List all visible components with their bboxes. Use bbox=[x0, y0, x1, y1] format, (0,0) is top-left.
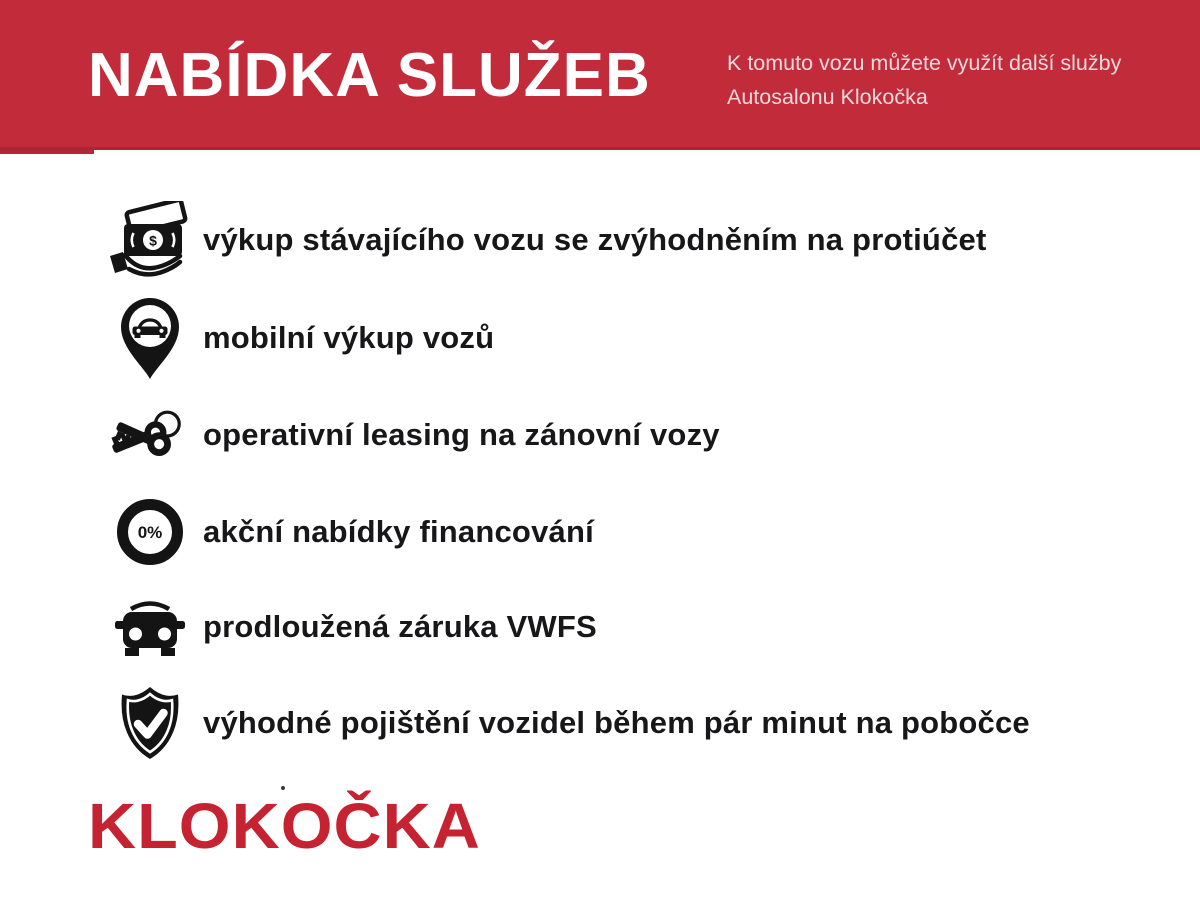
service-item-warranty bbox=[108, 585, 1108, 669]
service-label: mobilní výkup vozů bbox=[203, 320, 495, 355]
location-pin-car-icon bbox=[108, 296, 192, 380]
klokocka-logo: KLOKOČKA bbox=[88, 790, 481, 862]
zero-percent-icon bbox=[108, 490, 192, 574]
service-item-trade-in bbox=[108, 198, 1108, 282]
service-label: operativní leasing na zánovní vozy bbox=[203, 417, 720, 452]
service-item-leasing bbox=[108, 393, 1108, 477]
service-item-insurance bbox=[108, 681, 1108, 765]
car-keys-icon bbox=[108, 393, 192, 477]
banner-left-tab bbox=[0, 150, 94, 154]
header-banner bbox=[0, 0, 1200, 150]
service-label: výhodné pojištění vozidel během pár minut na pobočce bbox=[203, 705, 1030, 740]
header-subtitle bbox=[727, 46, 1121, 114]
service-item-mobile-buyout bbox=[108, 296, 1108, 380]
header-subtitle-line2: Autosalonu Klokočka bbox=[727, 85, 928, 109]
car-icon bbox=[108, 585, 192, 669]
page-title: NABÍDKA SLUŽEB bbox=[88, 41, 651, 110]
service-label: prodloužená záruka VWFS bbox=[203, 609, 597, 644]
dollar-glyph: $ bbox=[149, 232, 157, 249]
service-label: výkup stávajícího vozu se zvýhodněním na protiúčet bbox=[203, 222, 987, 257]
banner-bottom-edge-line bbox=[0, 147, 1200, 150]
zero-percent-badge: 0% bbox=[137, 523, 163, 542]
shield-check-icon bbox=[108, 681, 192, 765]
service-label: akční nabídky financování bbox=[203, 514, 594, 549]
cash-in-hand-icon bbox=[108, 198, 192, 282]
service-item-financing bbox=[108, 490, 1108, 574]
header-subtitle-line1: K tomuto vozu můžete využít další služby bbox=[727, 51, 1122, 75]
